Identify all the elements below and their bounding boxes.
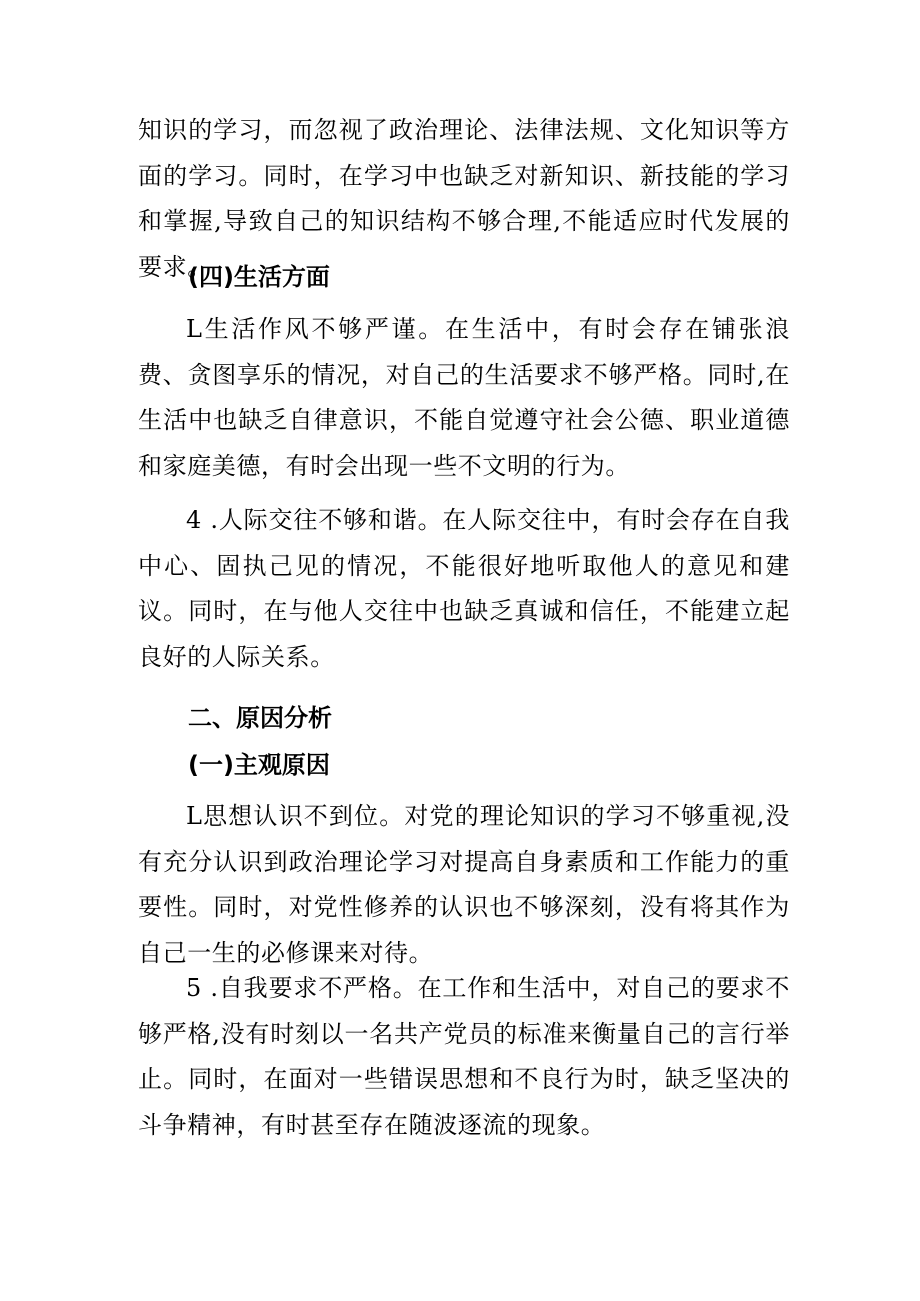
paragraph-thinking: L思想认识不到位。对党的理论知识的学习不够重视,没有充分认识到政治理论学习对提高自身素质和工作能力的重要性。同时，对党性修养的认识也不够深刻，没有将其作为自己一生的必修课来对待。 bbox=[138, 802, 790, 967]
heading-cause-analysis: 二、原因分析 bbox=[188, 704, 332, 732]
paragraph-self-discipline: 5 .自我要求不严格。在工作和生活中，对自己的要求不够严格,没有时刻以一名共产党员的标准来衡量自己的言行举止。同时，在面对一些错误思想和不良行为时，缺乏坚决的斗争精神，有时甚至存在随波逐流的现象。 bbox=[138, 974, 790, 1139]
heading-life-aspect: (四)生活方面 bbox=[188, 263, 330, 291]
paragraph-interpersonal: 4 .人际交往不够和谐。在人际交往中，有时会存在自我中心、固执己见的情况，不能很好地听取他人的意见和建议。同时，在与他人交往中也缺乏真诚和信任，不能建立起良好的人际关系。 bbox=[138, 506, 790, 671]
paragraph-life-style: L生活作风不够严谨。在生活中，有时会存在铺张浪费、贪图享乐的情况，对自己的生活要求不够严格。同时,在生活中也缺乏自律意识，不能自觉遵守社会公德、职业道德和家庭美德，有时会出现一些不文明的行为。 bbox=[138, 315, 790, 480]
heading-subjective-causes: (一)主观原因 bbox=[188, 751, 330, 779]
paragraph-study-continued: 知识的学习，而忽视了政治理论、法律法规、文化知识等方面的学习。同时，在学习中也缺乏对新知识、新技能的学习和掌握,导致自己的知识结构不够合理,不能适应时代发展的要求。 bbox=[138, 116, 790, 281]
